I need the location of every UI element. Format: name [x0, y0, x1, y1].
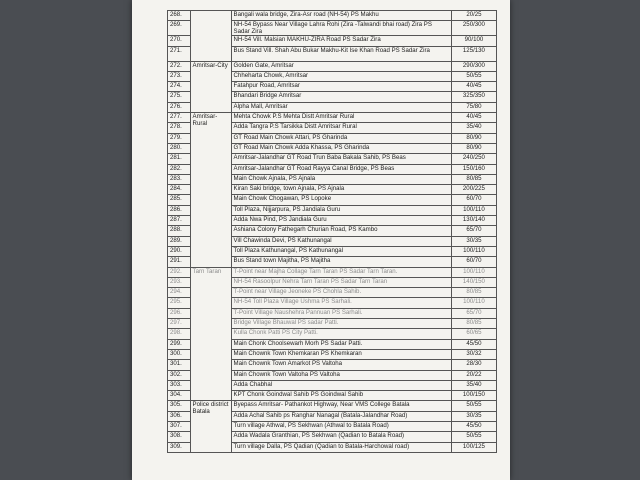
serial-number: 284.	[168, 185, 191, 195]
location-cell: Adda Nwa Pind, PS Jandiala Guru	[231, 216, 451, 226]
serial-number: 307.	[168, 421, 191, 431]
serial-number: 275.	[168, 92, 191, 102]
speed-table	[167, 10, 497, 453]
location-cell: Amritsar-Jalandhar GT Road Rayya Canal Bridge, PS Beas	[231, 164, 451, 174]
location-cell: Bus Stand town Majitha, PS Majitha	[231, 257, 451, 267]
speed-cell: 60/70	[451, 195, 496, 205]
district-cell	[190, 11, 231, 62]
speed-cell: 35/40	[451, 123, 496, 133]
location-cell: NH-54 Vill. Malsian MAKHU-ZIRA Road PS Sadar Zira	[231, 36, 451, 46]
serial-number: 306.	[168, 411, 191, 421]
speed-cell: 65/70	[451, 226, 496, 236]
speed-cell: 50/55	[451, 71, 496, 81]
serial-number: 282.	[168, 164, 191, 174]
location-cell: Bus Stand Vill. Shah Abu Bukar Makhu-Kit Ise Khan Road PS Sadar Zira	[231, 46, 451, 61]
location-cell: Toll Plaza Kathunangal, PS Kathunangal	[231, 246, 451, 256]
serial-number: 287.	[168, 216, 191, 226]
speed-cell: 130/140	[451, 216, 496, 226]
speed-cell: 60/65	[451, 329, 496, 339]
serial-number: 286.	[168, 205, 191, 215]
speed-cell: 40/45	[451, 113, 496, 123]
serial-number: 280.	[168, 143, 191, 153]
location-cell: Vill Chawinda Devi, PS Kathunangal	[231, 236, 451, 246]
serial-number: 299.	[168, 339, 191, 349]
speed-cell: 100/110	[451, 298, 496, 308]
speed-cell: 20/25	[451, 11, 496, 21]
location-cell: Turn village Athwal, PS Sekhwan (Athwal to Batala Road)	[231, 421, 451, 431]
serial-number: 274.	[168, 82, 191, 92]
serial-number: 294.	[168, 288, 191, 298]
serial-number: 297.	[168, 319, 191, 329]
speed-cell: 150/160	[451, 164, 496, 174]
speed-cell: 125/130	[451, 46, 496, 61]
location-cell: KPT Chonk Goindwal Sahib PS Goindwal Sahib	[231, 391, 451, 401]
location-cell: Kulla Chonk Patti PS City Patti.	[231, 329, 451, 339]
speed-cell: 80/85	[451, 319, 496, 329]
serial-number: 288.	[168, 226, 191, 236]
speed-cell: 80/85	[451, 174, 496, 184]
location-cell: Bhandari Bridge Amritsar	[231, 92, 451, 102]
location-cell: Amritsar-Jalandhar GT Road Trun Baba Bakala Sahib, PS Beas	[231, 154, 451, 164]
speed-cell: 100/110	[451, 246, 496, 256]
district-cell: Amritsar-City	[190, 61, 231, 112]
location-cell: Alpha Mall, Amritsar	[231, 102, 451, 112]
speed-cell: 75/80	[451, 102, 496, 112]
speed-cell: 100/150	[451, 391, 496, 401]
district-cell: Tarn Taran	[190, 267, 231, 401]
table-row	[168, 401, 497, 411]
serial-number: 300.	[168, 349, 191, 359]
table-row	[168, 113, 497, 123]
speed-cell: 90/100	[451, 36, 496, 46]
serial-number: 308.	[168, 432, 191, 442]
location-cell: NH-54 Bypass Near Village Lahra Rohi (Zira -Talwandi bhai road) Zira PS Sadar Zira	[231, 21, 451, 36]
serial-number: 285.	[168, 195, 191, 205]
serial-number: 289.	[168, 236, 191, 246]
speed-cell: 60/70	[451, 257, 496, 267]
district-cell: Amritsar-Rural	[190, 113, 231, 267]
serial-number: 272.	[168, 61, 191, 71]
serial-number: 291.	[168, 257, 191, 267]
serial-number: 303.	[168, 380, 191, 390]
speed-cell: 325/350	[451, 92, 496, 102]
location-cell: Main Chownk Town Khemkaran PS Khemkaran	[231, 349, 451, 359]
serial-number: 295.	[168, 298, 191, 308]
speed-cell: 80/90	[451, 133, 496, 143]
location-cell: Fatahpur Road, Amritsar	[231, 82, 451, 92]
serial-number: 276.	[168, 102, 191, 112]
serial-number: 271.	[168, 46, 191, 61]
speed-cell: 140/150	[451, 277, 496, 287]
location-cell: Main Chownk Town Valtoha PS Valtoha	[231, 370, 451, 380]
location-cell: Bangali wala bridge, Zira-Asr road (NH-54) PS Makhu	[231, 11, 451, 21]
serial-number: 269.	[168, 21, 191, 36]
speed-cell: 50/55	[451, 432, 496, 442]
speed-cell: 80/90	[451, 143, 496, 153]
serial-number: 277.	[168, 113, 191, 123]
serial-number: 305.	[168, 401, 191, 411]
district-cell: Police district Batala	[190, 401, 231, 452]
location-cell: Adda Achal Sahib ps Ranghar Nanagal (Batala-Jalandhar Road)	[231, 411, 451, 421]
table-row	[168, 267, 497, 277]
location-cell: Main Chownk Town Amarkot PS Valtoha	[231, 360, 451, 370]
serial-number: 281.	[168, 154, 191, 164]
location-cell: Kiran Saki bridge, town Ajnala, PS Ajnala	[231, 185, 451, 195]
speed-cell: 50/55	[451, 401, 496, 411]
document-page	[132, 0, 510, 480]
serial-number: 302.	[168, 370, 191, 380]
serial-number: 270.	[168, 36, 191, 46]
location-cell: NH-54 Toll Plaza Village Ushma PS Sarhali.	[231, 298, 451, 308]
location-cell: Bridge Village Bhauwal PS sadar Patti.	[231, 319, 451, 329]
serial-number: 304.	[168, 391, 191, 401]
location-cell: Golden Gate, Amritsar	[231, 61, 451, 71]
speed-cell: 65/70	[451, 308, 496, 318]
table-row	[168, 11, 497, 21]
speed-cell: 100/125	[451, 442, 496, 452]
serial-number: 296.	[168, 308, 191, 318]
serial-number: 290.	[168, 246, 191, 256]
serial-number: 268.	[168, 11, 191, 21]
serial-number: 293.	[168, 277, 191, 287]
speed-cell: 28/30	[451, 360, 496, 370]
speed-cell: 100/110	[451, 205, 496, 215]
speed-cell: 35/40	[451, 380, 496, 390]
serial-number: 279.	[168, 133, 191, 143]
speed-cell: 100/110	[451, 267, 496, 277]
location-cell: Main Chowk Ajnala, PS Ajnala	[231, 174, 451, 184]
location-cell: Adda Chabhal	[231, 380, 451, 390]
location-cell: GT Road Main Chowk Adda Khassa, PS Gharinda	[231, 143, 451, 153]
speed-cell: 30/35	[451, 411, 496, 421]
serial-number: 273.	[168, 71, 191, 81]
location-cell: Ashiana Colony Fathegarh Churian Road, PS Kambo	[231, 226, 451, 236]
location-cell: GT Road Main Chowk Attari, PS Gharinda	[231, 133, 451, 143]
location-cell: Turn village Dalla, PS Qadian (Qadian to Batala-Harchowal road)	[231, 442, 451, 452]
location-cell: Toll Plaza, Nijjarpura, PS Jandiala Guru	[231, 205, 451, 215]
table-row	[168, 61, 497, 71]
speed-cell: 45/50	[451, 421, 496, 431]
speed-cell: 30/35	[451, 236, 496, 246]
serial-number: 278.	[168, 123, 191, 133]
location-cell: NH-54 Rasoolpur Nehra Tarn Taran PS Sadar Tarn Taran	[231, 277, 451, 287]
speed-cell: 250/300	[451, 21, 496, 36]
location-cell: Adda Tangra P.S Tarsikka Distt Amritsar Rural	[231, 123, 451, 133]
speed-cell: 200/225	[451, 185, 496, 195]
speed-cell: 80/85	[451, 288, 496, 298]
location-cell: Chheharta Chowk, Amritsar	[231, 71, 451, 81]
location-cell: Byepass Amritsar- Pathankot Highway, Near VMS College Batala	[231, 401, 451, 411]
location-cell: Mehta Chowk P.S Mehta Distt Amritsar Rural	[231, 113, 451, 123]
location-cell: T-Point Village Naushehra Pannuan PS Sarhali.	[231, 308, 451, 318]
serial-number: 298.	[168, 329, 191, 339]
location-cell: T-Point near Majha Collage Tarn Taran PS Sadar Tarn Taran.	[231, 267, 451, 277]
serial-number: 301.	[168, 360, 191, 370]
serial-number: 309.	[168, 442, 191, 452]
speed-cell: 290/300	[451, 61, 496, 71]
speed-cell: 40/45	[451, 82, 496, 92]
speed-cell: 240/250	[451, 154, 496, 164]
location-cell: Adda Wadala Granthian, PS Sekhwan (Qadian to Batala Road)	[231, 432, 451, 442]
location-cell: Main Chonk Choolsewarh Morh PS Sadar Patti.	[231, 339, 451, 349]
location-cell: Main Chowk Chogawan, PS Lopoke	[231, 195, 451, 205]
location-cell: T-Point near Village Jeoneke PS Chohla Sahib.	[231, 288, 451, 298]
speed-cell: 20/22	[451, 370, 496, 380]
speed-cell: 45/50	[451, 339, 496, 349]
serial-number: 292.	[168, 267, 191, 277]
serial-number: 283.	[168, 174, 191, 184]
speed-cell: 30/32	[451, 349, 496, 359]
